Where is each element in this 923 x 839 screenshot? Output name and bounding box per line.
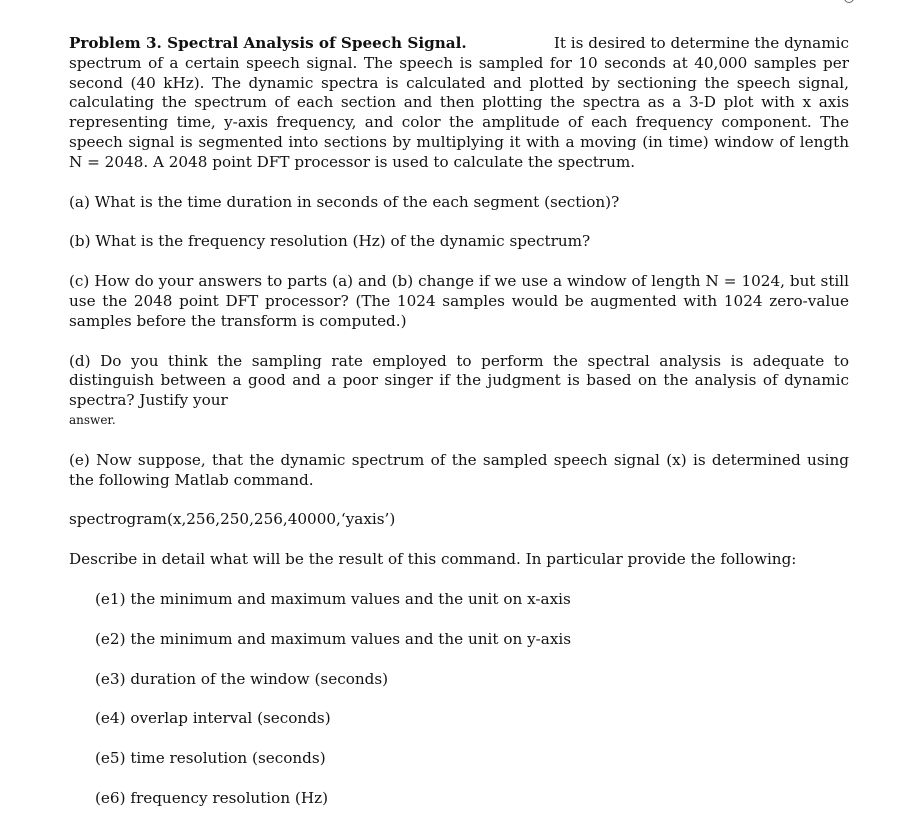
question-c: (c) How do your answers to parts (a) and (b) change if we use a window of length N = 1024, but still use the 2048 point DFT processor? (The 1024 samples would be augmented with 1024 zero-value samples before the transform is computed.) bbox=[69, 272, 849, 330]
subpart-e6: (e6) frequency resolution (Hz) bbox=[95, 788, 329, 807]
question-d bbox=[69, 352, 849, 431]
intro-first-line-right: It is desired to determine the dynamic bbox=[553, 34, 849, 52]
question-a: (a) What is the time duration in seconds of the each segment (section)? bbox=[69, 192, 620, 211]
intro-body: spectrum of a certain speech signal. The speech is sampled for 10 seconds at 40,000 samples per second (40 kHz). The dynamic spectra is calculated and plotted by sectioning the speech signal, calculating the spectrum of each section and then plotting the spectra as a 3-D plot with x axis representing time, y-axis frequency, and color the amplitude of each frequency component. The speech signal is segmented into sections by multiplying it with a moving (in time) window of length N = 2048. A 2048 point DFT processor is used to calculate the spectrum. bbox=[69, 53, 849, 171]
question-b: (b) What is the frequency resolution (Hz) of the dynamic spectrum? bbox=[69, 232, 591, 251]
question-d-text: (d) Do you think the sampling rate employed to perform the spectral analysis is adequate to distinguish between a good and a poor singer if the judgment is based on the analysis of dynamic spectra? Justify your bbox=[69, 351, 849, 410]
problem-document bbox=[69, 34, 849, 829]
problem-title: Problem 3. Spectral Analysis of Speech Signal. bbox=[69, 34, 467, 52]
subpart-e4: (e4) overlap interval (seconds) bbox=[95, 709, 331, 728]
subpart-e5: (e5) time resolution (seconds) bbox=[95, 749, 326, 768]
problem-intro bbox=[69, 34, 849, 173]
question-e: (e) Now suppose, that the dynamic spectrum of the sampled speech signal (x) is determined using the following Matlab command. bbox=[69, 450, 849, 489]
matlab-command: spectrogram(x,256,250,256,40000,‘yaxis’) bbox=[69, 510, 396, 529]
page-corner-mark bbox=[844, 0, 854, 3]
describe-instruction: Describe in detail what will be the result of this command. In particular provide the following: bbox=[69, 550, 797, 569]
subpart-e1: (e1) the minimum and maximum values and the unit on x-axis bbox=[95, 589, 571, 608]
subpart-e3: (e3) duration of the window (seconds) bbox=[95, 669, 389, 688]
subpart-e2: (e2) the minimum and maximum values and the unit on y-axis bbox=[95, 629, 572, 648]
question-d-tail: answer. bbox=[69, 412, 116, 427]
